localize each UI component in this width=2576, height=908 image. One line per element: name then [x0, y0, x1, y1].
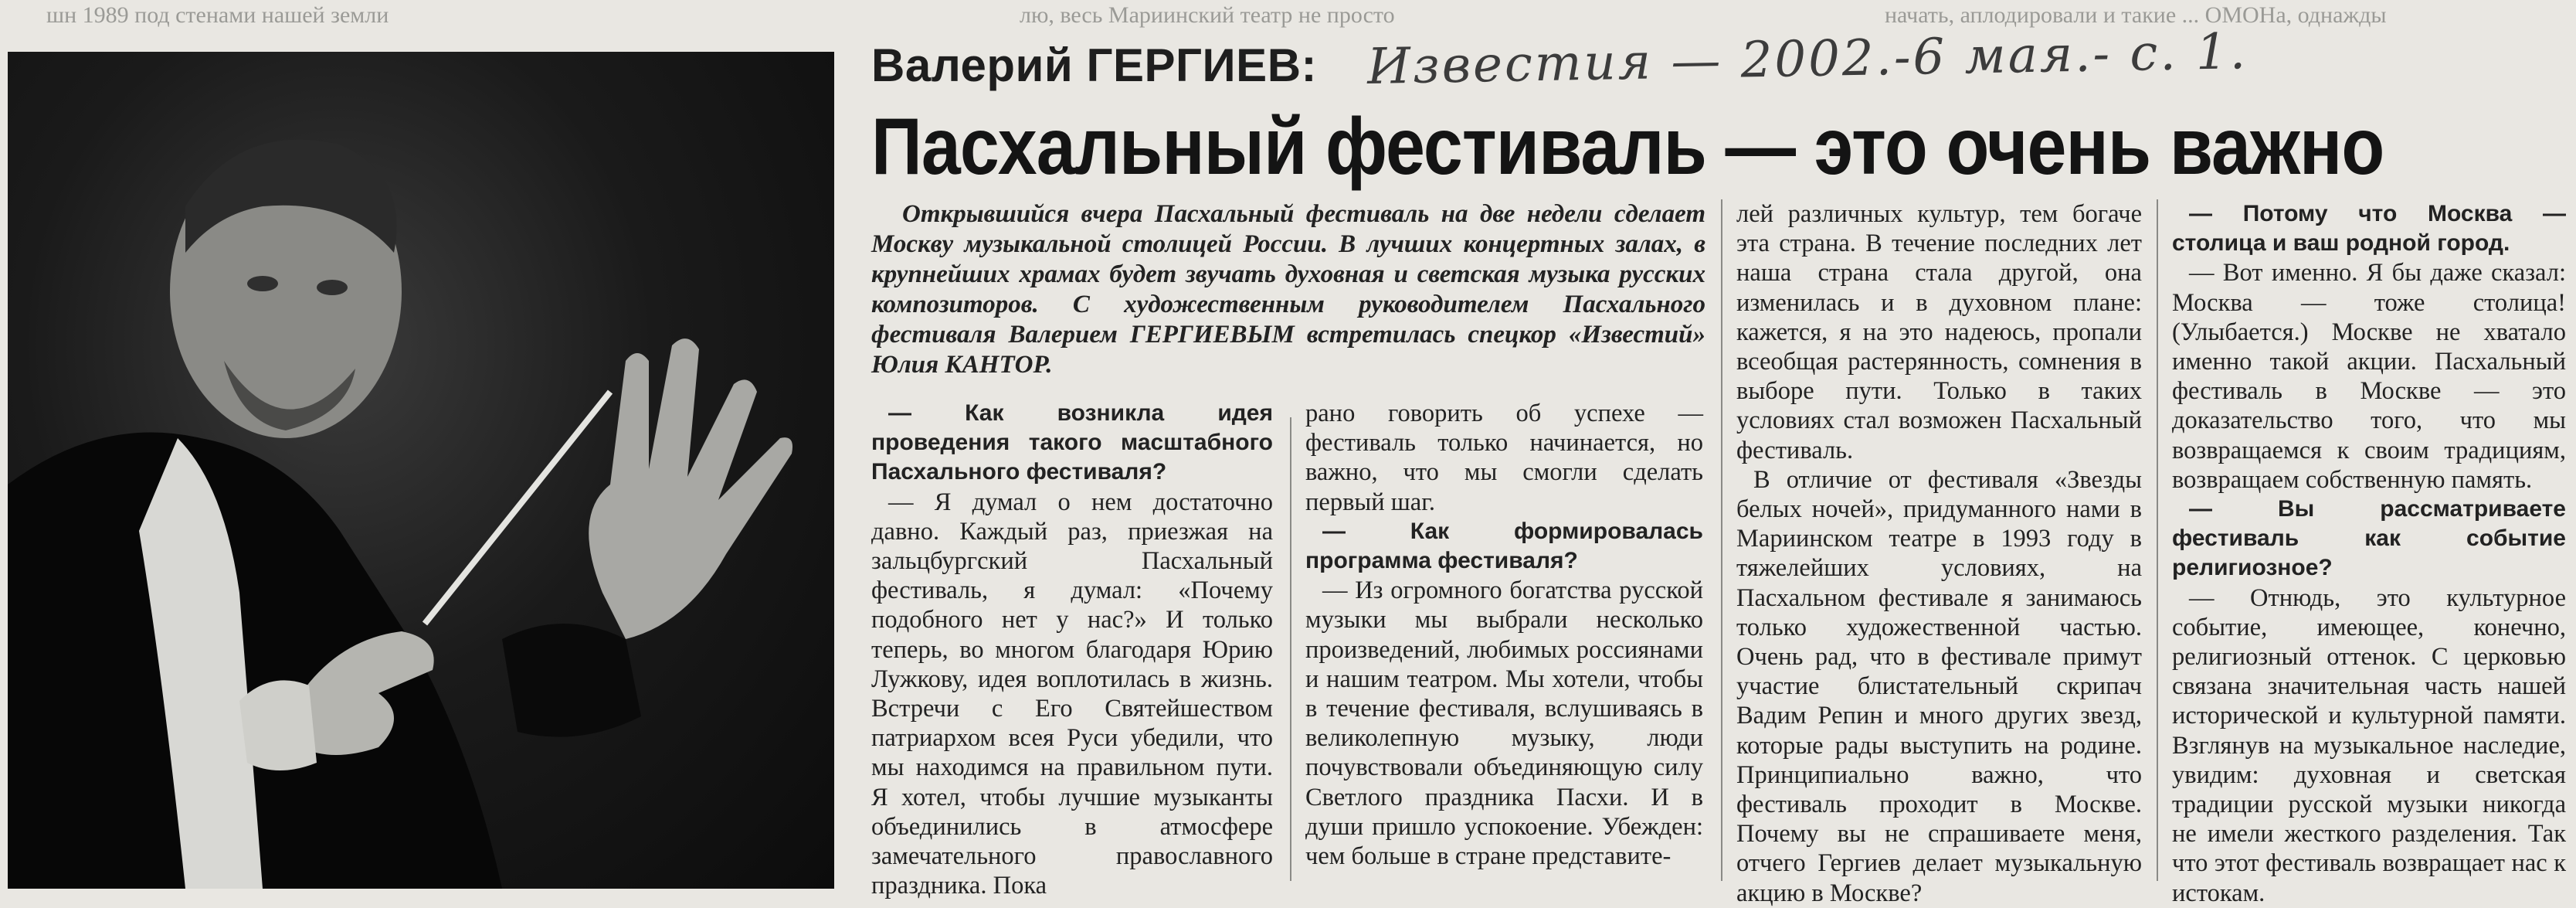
- article-kicker: Валерий ГЕРГИЕВ:: [871, 39, 1318, 91]
- interview-question: — Вы рассматриваете фестиваль как событие религиозное?: [2172, 496, 2566, 581]
- article-column-3: [1736, 199, 2142, 908]
- article-column-1: [871, 399, 1273, 900]
- interview-answer: — Вот именно. Я бы даже сказал: Москва — тоже столица! (Улыбается.) Москве не хватало именно такой акции. Пасхальный фестиваль в Москве — это доказательство того, что мы возвращаемся к своим традициям, возвращаем собственную память.: [2172, 259, 2566, 494]
- conductor-photo: [8, 52, 834, 889]
- interview-question: — Как формировалась программа фестиваля?: [1305, 518, 1703, 574]
- column-divider: [2157, 199, 2158, 881]
- interview-answer: рано говорить об успехе — фестиваль только начинается, но важно, что мы смогли сделать первый шаг.: [1305, 400, 1703, 516]
- article-column-2: [1305, 399, 1703, 871]
- interview-answer: лей различных культур, тем богаче эта страна. В течение последних лет наша страна стала другой, она изменилась и в духовном плане: кажется, я на это надеюсь, пропали всеобщая растерянность, сомнения в выборе пути. Только в таких условиях стал возможен Пасхальный фестиваль.: [1736, 200, 2142, 464]
- adjacent-article-fragment-left: шн 1989 под стенами нашей земли: [46, 2, 389, 28]
- interview-question: — Потому что Москва — столица и ваш родной город.: [2172, 201, 2566, 257]
- interview-answer: В отличие от фестиваля «Звезды белых ночей», придуманного нами в Мариинском театре в 1993 году в тяжелейших условиях, на Пасхальном фестивале я занимаюсь только художественной частью. Очень рад, что в фестивале примут участие блистательный скрипач Вадим Репин и много других звезд, которые рады выступить на родине. Принципиально важно, что фестиваль проходит в Москве. Почему вы не спрашиваете меня, отчего Гергиев делает музыкальную акцию в Москве?: [1736, 465, 2142, 907]
- adjacent-article-fragment-center: лю, весь Мариинский театр не просто: [1020, 2, 1395, 28]
- column-divider: [1721, 199, 1722, 881]
- interview-answer: — Я думал о нем достаточно давно. Каждый раз, приезжая на зальцбургский Пасхальный фестиваль, я думал: «Почему подобного нет у нас?» И только теперь, во многом благодаря Юрию Лужкову, идея воплотилась в жизнь. Встречи с Его Святейшеством патриархом всея Руси убедили, что мы находимся на правильном пути. Я хотел, чтобы лучшие музыканты объединились в атмосфере замечательного православного праздника. Пока: [871, 488, 1273, 900]
- column-divider: [1290, 417, 1291, 881]
- adjacent-article-fragment-right: начать, аплодировали и такие ... ОМОНа, однажды: [1885, 2, 2387, 28]
- article-headline: Пасхальный фестиваль — это очень важно: [871, 102, 2384, 192]
- article-lead: Открывшийся вчера Пасхальный фестиваль на две недели сделает Москву музыкальной столицей России. В лучших концертных залах, в крупнейших храмах будет звучать духовная и светская музыка русских композиторов. С художественным руководителем Пасхального фестиваля Валерием ГЕРГИЕВЫМ встретилась спецкор «Известий» Юлия КАНТОР.: [871, 200, 1705, 379]
- handwritten-source-note: Известия — 2002.-6 мая.- с. 1.: [1366, 23, 2248, 96]
- article-column-4: [2172, 199, 2566, 908]
- interview-question: — Как возникла идея проведения такого масштабного Пасхального фестиваля?: [871, 400, 1273, 485]
- interview-answer: — Из огромного богатства русской музыки мы выбрали несколько произведений, любимых россиянами и нашим театром. Мы хотели, чтобы в течение фестиваля, вслушиваясь в великолепную музыку, люди почувствовали объединяющую силу Светлого праздника Пасхи. И в души пришло успокоение. Убежден: чем больше в стране представите-: [1305, 576, 1703, 871]
- interview-answer: — Отнюдь, это культурное событие, имеющее, конечно, религиозный оттенок. С церковью связана значительная часть нашей исторической и культурной памяти. Взглянув на музыкальное наследие, увидим: духовная и светская традиции русской музыки никогда не имели жесткого разделения. Так что этот фестиваль возвращает нас к истокам.: [2172, 583, 2566, 907]
